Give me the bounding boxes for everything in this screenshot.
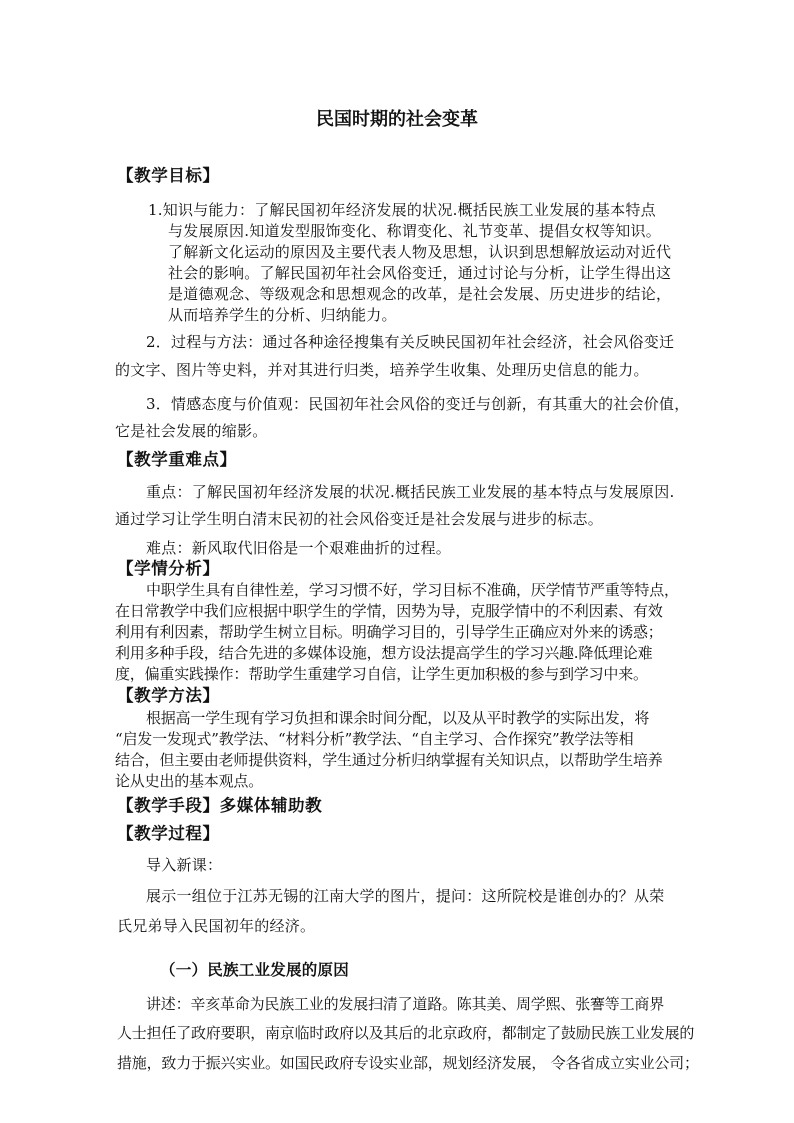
objectives-line: 2．过程与方法：通过各种途径搜集有关反映民国初年社会经济，社会风俗变迁 [146, 333, 675, 351]
objectives-line: 与发展原因.知道发型服饰变化、称谓变化、礼节变革、提倡女权等知识。 [168, 222, 662, 240]
learner-analysis-line: 利用有利因素，帮助学生树立目标。明确学习目的，引导学生正确应对外来的诱惑； [115, 623, 663, 641]
process-lecture-line: 讲述：辛亥革命为民族工业的发展扫清了道路。陈其美、周学熙、张謇等工商界 [146, 995, 665, 1013]
key-points-line: 难点：新风取代旧俗是一个艰难曲折的过程。 [146, 539, 452, 557]
learner-analysis-line: 在日常教学中我们应根据中职学生的学情，因势为导，克服学情中的不利因素、有效 [115, 602, 663, 620]
objectives-line: 从而培养学生的分析、归纳能力。 [168, 306, 397, 324]
objectives-line: 是道德观念、等级观念和思想观念的改革，是社会发展、历史进步的结论， [168, 285, 672, 303]
objectives-line: 了解新文化运动的原因及主要代表人物及思想，认识到思想解放运动对近代 [168, 243, 672, 261]
methods-line: 结合，但主要由老师提供资料，学生通过分析归纳掌握有关知识点，以帮助学生培养 [115, 751, 663, 769]
process-intro-line: 展示一组位于江苏无锡的江南大学的图片，提问：这所院校是谁创办的？从荣 [146, 887, 665, 905]
key-points-line: 重点：了解民国初年经济发展的状况.概括民族工业发展的基本特点与发展原因. [146, 483, 675, 501]
process-intro-label: 导入新课： [146, 856, 223, 874]
objectives-line: 的文字、图片等史料，并对其进行归类，培养学生收集、处理历史信息的能力。 [115, 361, 649, 379]
learner-analysis-line: 利用多种手段，结合先进的多媒体设施，想方设法提高学生的学习兴趣.降低理论难 [115, 644, 653, 662]
process-subheading: （一）民族工业发展的原因 [160, 960, 350, 979]
methods-line: “启发一发现式”教学法、“材料分析”教学法、“自主学习、合作探究”教学法等相 [115, 730, 634, 748]
section-heading-learner-analysis: 【学情分析】 [117, 559, 220, 578]
section-heading-process: 【教学过程】 [117, 824, 220, 843]
methods-line: 论从史出的基本观点。 [115, 772, 264, 790]
key-points-line: 通过学习让学生明白清末民初的社会风俗变迁是社会发展与进步的标志。 [115, 510, 604, 528]
page-title: 民国时期的社会变革 [316, 109, 478, 130]
process-intro-line: 氏兄弟导入民国初年的经济。 [117, 917, 316, 935]
process-lecture-line: 措施，致力于振兴实业。如国民政府专设实业部，规划经济发展， 令各省成立实业公司； [117, 1054, 699, 1072]
objectives-line: 1.知识与能力：了解民国初年经济发展的状况.概括民族工业发展的基本特点 [148, 201, 656, 219]
objectives-line: 它是社会发展的缩影。 [115, 422, 268, 440]
process-lecture-line: 人士担任了政府要职，南京临时政府以及其后的北京政府，都制定了鼓励民族工业发展的 [117, 1024, 695, 1042]
objectives-line: 社会的影响。了解民国初年社会风俗变迁，通过讨论与分析，让学生得出这 [168, 264, 672, 282]
learner-analysis-line: 度，偏重实践操作：帮助学生重建学习自信，让学生更加积极的参与到学习中来。 [115, 665, 648, 683]
section-heading-key-points: 【教学重难点】 [117, 450, 237, 469]
section-heading-objectives: 【教学目标】 [117, 166, 220, 185]
section-heading-means: 【教学手段】多媒体辅助教 [117, 796, 323, 815]
section-heading-methods: 【教学方法】 [117, 686, 220, 705]
methods-line: 根据高一学生现有学习负担和课余时间分配，以及从平时教学的实际出发，将 [146, 709, 650, 727]
objectives-line: 3．情感态度与价值观：民国初年社会风俗的变迁与创新，有其重大的社会价值， [146, 395, 690, 413]
learner-analysis-line: 中职学生具有自律性差，学习习惯不好，学习目标不准确，厌学情节严重等特点， [146, 581, 679, 599]
